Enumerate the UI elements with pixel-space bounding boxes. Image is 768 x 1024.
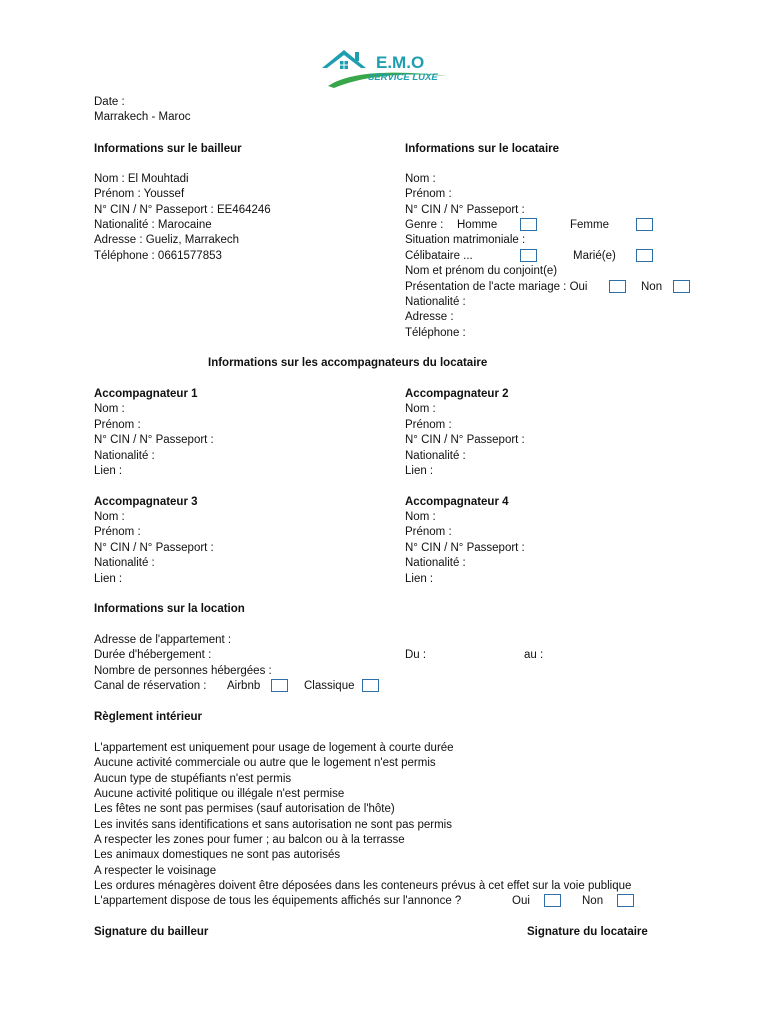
bailleur-cin: N° CIN / N° Passeport : EE464246: [94, 204, 271, 216]
house-logo-icon: [318, 46, 458, 92]
equipements-oui-checkbox[interactable]: [544, 894, 561, 907]
svg-text:E.M.O: E.M.O: [376, 53, 425, 72]
classique-label: Classique: [304, 680, 355, 692]
rule-item: Les ordures ménagères doivent être déposées dans les conteneurs prévus à cet effet sur la voie publique: [94, 880, 632, 892]
acc1-prenom: Prénom :: [94, 419, 141, 431]
rule-item: Les invités sans identifications et sans autorisation ne sont pas permis: [94, 819, 452, 831]
accompagnateurs-heading: Informations sur les accompagnateurs du locataire: [208, 357, 488, 369]
bailleur-nom: Nom : El Mouhtadi: [94, 173, 189, 185]
acc2-prenom: Prénom :: [405, 419, 452, 431]
marie-label: Marié(e): [573, 250, 616, 262]
airbnb-checkbox[interactable]: [271, 679, 288, 692]
acc1-nationalite: Nationalité :: [94, 450, 155, 462]
acc1-cin: N° CIN / N° Passeport :: [94, 434, 214, 446]
acc4-nom: Nom :: [405, 511, 436, 523]
au-label: au :: [524, 649, 544, 661]
locataire-nom: Nom :: [405, 173, 436, 185]
rule-item: L'appartement est uniquement pour usage de logement à courte durée: [94, 742, 454, 754]
acc2-lien: Lien :: [405, 465, 434, 477]
reglement-heading: Règlement intérieur: [94, 711, 202, 723]
rule-item: Les animaux domestiques ne sont pas autorisés: [94, 849, 341, 861]
signature-locataire: Signature du locataire: [527, 926, 648, 938]
acc3-lien: Lien :: [94, 573, 123, 585]
adresse-appartement: Adresse de l'appartement :: [94, 634, 232, 646]
acc3-nom: Nom :: [94, 511, 125, 523]
company-logo: [318, 46, 458, 92]
marie-checkbox[interactable]: [636, 249, 653, 262]
svg-text:SERVICE LUXE: SERVICE LUXE: [368, 72, 438, 83]
locataire-genre: Genre :: [405, 219, 444, 231]
locataire-nationalite: Nationalité :: [405, 296, 466, 308]
locataire-telephone: Téléphone :: [405, 327, 466, 339]
location-heading: Informations sur la location: [94, 603, 245, 615]
classique-checkbox[interactable]: [362, 679, 379, 692]
locataire-prenom: Prénom :: [405, 188, 452, 200]
accompagnateur-1-title: Accompagnateur 1: [94, 388, 198, 400]
signature-bailleur: Signature du bailleur: [94, 926, 209, 938]
canal-reservation: Canal de réservation :: [94, 680, 207, 692]
acc2-nationalite: Nationalité :: [405, 450, 466, 462]
genre-homme-checkbox[interactable]: [520, 218, 537, 231]
acc4-lien: Lien :: [405, 573, 434, 585]
acc1-nom: Nom :: [94, 403, 125, 415]
rule-item: Aucune activité politique ou illégale n'est permise: [94, 788, 345, 800]
genre-femme-label: Femme: [570, 219, 609, 231]
equipements-oui-label: Oui: [512, 895, 530, 907]
acte-mariage-non-label: Non: [641, 281, 663, 293]
bailleur-heading: Informations sur le bailleur: [94, 143, 242, 155]
equipements-non-label: Non: [582, 895, 604, 907]
airbnb-label: Airbnb: [227, 680, 261, 692]
rule-item: A respecter le voisinage: [94, 865, 217, 877]
celibataire-label: Célibataire ...: [405, 250, 473, 262]
acc2-nom: Nom :: [405, 403, 436, 415]
acc3-cin: N° CIN / N° Passeport :: [94, 542, 214, 554]
situation-label: Situation matrimoniale :: [405, 234, 526, 246]
bailleur-nationalite: Nationalité : Marocaine: [94, 219, 212, 231]
acc3-nationalite: Nationalité :: [94, 557, 155, 569]
location-text: Marrakech - Maroc: [94, 111, 191, 123]
locataire-adresse: Adresse :: [405, 311, 454, 323]
date-label: Date :: [94, 96, 125, 108]
genre-femme-checkbox[interactable]: [636, 218, 653, 231]
acte-mariage-oui-checkbox[interactable]: [609, 280, 626, 293]
acc4-prenom: Prénom :: [405, 526, 452, 538]
equipements-non-checkbox[interactable]: [617, 894, 634, 907]
acc2-cin: N° CIN / N° Passeport :: [405, 434, 525, 446]
celibataire-checkbox[interactable]: [520, 249, 537, 262]
bailleur-prenom: Prénom : Youssef: [94, 188, 185, 200]
rule-item: Aucun type de stupéfiants n'est permis: [94, 773, 292, 785]
bailleur-telephone: Téléphone : 0661577853: [94, 250, 222, 262]
genre-homme-label: Homme: [457, 219, 498, 231]
rule-item: Aucune activité commerciale ou autre que le logement n'est permis: [94, 757, 436, 769]
acc4-nationalite: Nationalité :: [405, 557, 466, 569]
acc4-cin: N° CIN / N° Passeport :: [405, 542, 525, 554]
du-label: Du :: [405, 649, 427, 661]
acc1-lien: Lien :: [94, 465, 123, 477]
duree-hebergement: Durée d'hébergement :: [94, 649, 212, 661]
locataire-cin: N° CIN / N° Passeport :: [405, 204, 525, 216]
acte-mariage-oui-label: Présentation de l'acte mariage : Oui: [405, 281, 588, 293]
accompagnateur-3-title: Accompagnateur 3: [94, 496, 198, 508]
bailleur-adresse: Adresse : Gueliz, Marrakech: [94, 234, 240, 246]
rule-item: Les fêtes ne sont pas permises (sauf autorisation de l'hôte): [94, 803, 395, 815]
equipements-question: L'appartement dispose de tous les équipements affichés sur l'annonce ?: [94, 895, 462, 907]
locataire-heading: Informations sur le locataire: [405, 143, 560, 155]
accompagnateur-4-title: Accompagnateur 4: [405, 496, 509, 508]
acte-mariage-non-checkbox[interactable]: [673, 280, 690, 293]
conjoint-label: Nom et prénom du conjoint(e): [405, 265, 558, 277]
acc3-prenom: Prénom :: [94, 526, 141, 538]
rule-item: A respecter les zones pour fumer ; au balcon ou à la terrasse: [94, 834, 405, 846]
accompagnateur-2-title: Accompagnateur 2: [405, 388, 509, 400]
nombre-personnes: Nombre de personnes hébergées :: [94, 665, 272, 677]
